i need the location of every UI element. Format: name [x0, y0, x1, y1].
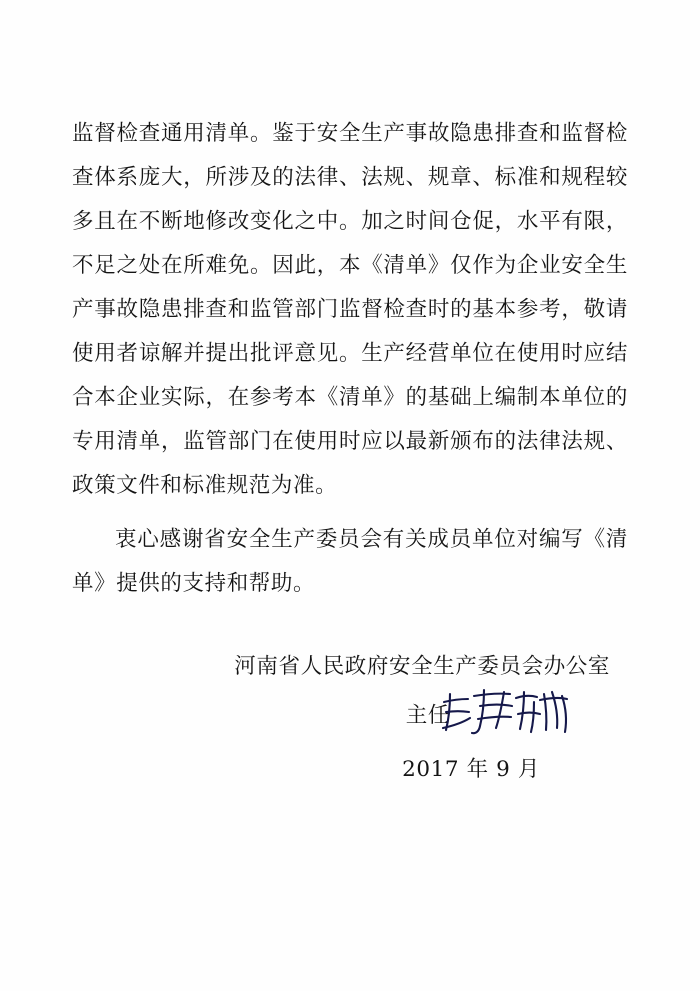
signature-block [72, 648, 628, 783]
document-body [72, 112, 628, 606]
signature-line [72, 692, 628, 744]
signature-title-label: 主任 [405, 703, 450, 728]
paragraph-1: 监督检查通用清单。鉴于安全生产事故隐患排查和监督检查体系庞大，所涉及的法律、法规、规章、标准和规程较多且在不断地修改变化之中。加之时间仓促，水平有限，不足之处在所难免。因此，本《清单》仅作为企业安全生产事故隐患排查和监管部门监督检查时的基本参考，敬请使用者谅解并提出批评意见。生产经营单位在使用时应结合本企业实际，在参考本《清单》的基础上编制本单位的专用清单，监管部门在使用时应以最新颁布的法律法规、政策文件和标准规范为准。 [72, 121, 628, 498]
signature-organization: 河南省人民政府安全生产委员会办公室 [234, 654, 610, 679]
signature-date: 2017 年 9 月 [402, 757, 540, 782]
paragraph-2: 衷心感谢省安全生产委员会有关成员单位对编写《清单》提供的支持和帮助。 [72, 527, 628, 596]
handwritten-signature-icon [440, 686, 570, 738]
